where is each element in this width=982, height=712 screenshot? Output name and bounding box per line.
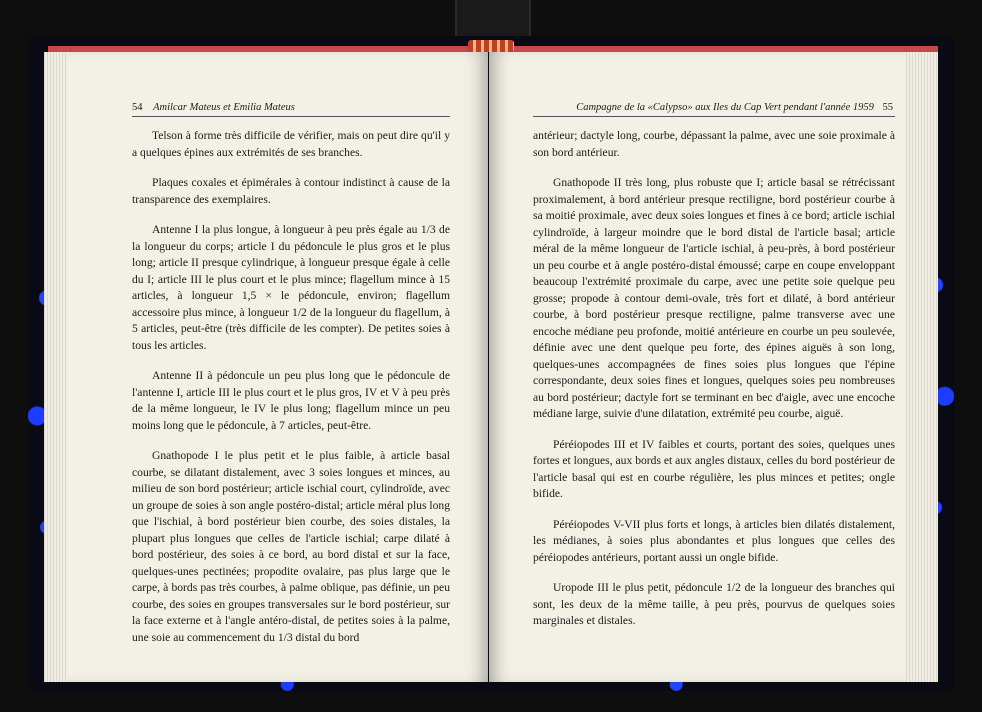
left-running-header bbox=[132, 102, 452, 113]
paragraph: Uropode III le plus petit, pédoncule 1/2 de la longueur des branches qui sont, les deux de la même taille, à peu près, pourvus de quelques soies marginales et distales. bbox=[533, 581, 895, 627]
right-body-text bbox=[533, 128, 895, 644]
headband bbox=[468, 40, 514, 52]
left-running-head: Amilcar Mateus et Emilia Mateus bbox=[153, 102, 295, 113]
right-running-header bbox=[533, 102, 893, 113]
paragraph: Péréiopodes V-VII plus forts et longs, à articles bien dilatés distalement, les médianes, à soies plus abondantes et plus longues que celles des péréiopodes antérieurs, portant aussi un ongle bifide. bbox=[533, 517, 895, 564]
book-spine bbox=[455, 0, 531, 40]
paragraph: Antenne II à pédoncule un peu plus long que le pédoncule de l'antenne I, article III le plus court et le plus gros, IV et V à peu près de la même longueur, le IV le plus long; flagellum mince un peu moins long que le pédoncule, à 7 articles, peut-être. bbox=[132, 369, 450, 432]
paragraph: Plaques coxales et épimérales à contour indistinct à cause de la transparence des exemplaires. bbox=[132, 176, 450, 206]
right-running-head: Campagne de la «Calypso» aux Iles du Cap Vert pendant l'année 1959 bbox=[576, 102, 874, 113]
paragraph: Péréiopodes III et IV faibles et courts, portant des soies, quelques unes fortes et longues, aux bords et aux angles distaux, celles du bord postérieur de l'article basal qui est en courbe régulière, les plus minces et petites; ongle bifide. bbox=[533, 437, 895, 500]
left-body-text bbox=[132, 128, 450, 660]
left-page-stack-edge bbox=[44, 52, 68, 682]
paragraph: Gnathopode I le plus petit et le plus faible, à article basal courbe, se dilatant distalement, avec 3 soies longues et minces, au milieu de son bord postérieur; article ischial court, cylindroïde, avec un groupe de soies à son angle postéro-distal; article méral plus long que l'ischial, à bord postérieur bien courbe, des soies distales, la plupart plus longues que celles de l'article ischial; carpe dilaté à bord postérieur, des soies à ce bord, au bord distal et sur la face, quelques-unes pectinées; propodite ovalaire, pas plus large que le carpe, à bords pas très courbes, à palme oblique, pas définie, un peu courbe, des soies en groupes transversales sur le bord postérieur, sur la face externe et à l'angle antéro-distal, de petites soies à la palme, une soie au commencement du 1/3 distal du bord bbox=[132, 449, 450, 644]
right-header-rule bbox=[533, 116, 895, 117]
right-page-number: 55 bbox=[882, 102, 893, 113]
left-page-number: 54 bbox=[132, 102, 143, 113]
paragraph: Gnathopode II très long, plus robuste que I; article basal se rétrécissant proximalement, à bord antérieur presque rectiligne, bord postérieur courbe à sa moitié proximale, avec deux soies longues et fines à ce bord; article ischial cylindroïde, à largeur moindre que le bord distal de l'article basal; article méral de la même longueur de l'article ischial, à peu-près, à bord postérieur un peu courbe et à angle postéro-distal émoussé; carpe en coupe enveloppant beaucoup l'extrémité proximale du carpe, avec une petite soie quelque peu grosse; propode à contour demi-ovale, très fort et dilaté, à bord antérieur courbe, à bord postérieur presque rectiligne, palme transverse avec une encoche médiane peu profonde, moitié antérieure en courbe un peu soulevée, définie avec une dent quelque peu forte, des épines aiguës à son long, quelques-unes accompagnées de fines soies plus longues que l'épine correspondante, deux soies fines et longues, quelques soies peu nombreuses au bord postérieur; dactyle fort se terminant en bec d'aigle, avec une encoche médiane large, suivie d'une dilatation, extrémité peu courbe, aiguë. bbox=[533, 176, 895, 420]
right-page-stack-edge bbox=[906, 52, 938, 682]
left-page bbox=[44, 52, 488, 682]
paragraph: antérieur; dactyle long, courbe, dépassant la palme, avec une soie proximale à son bord antérieur. bbox=[533, 129, 895, 159]
paragraph: Telson à forme très difficile de vérifier, mais on peut dire qu'il y a quelques épines aux extrémités de ses branches. bbox=[132, 129, 450, 159]
right-page bbox=[489, 52, 935, 682]
left-header-rule bbox=[132, 116, 450, 117]
paragraph: Antenne I la plus longue, à longueur à peu près égale au 1/3 de la longueur du corps; article I du pédoncule le plus gros et le plus long; article II presque cylindrique, à longueur presque égale à celle du I; article III le plus court et le plus mince; flagellum mince à 15 articles, à longueur 1,5 × le pédoncule, environ; flagellum accessoire plus mince, à longueur 1/2 de la longueur du flagellum, à 5 articles, peut-être (très difficile de les compter). De petites soies à tous les articles. bbox=[132, 223, 450, 352]
